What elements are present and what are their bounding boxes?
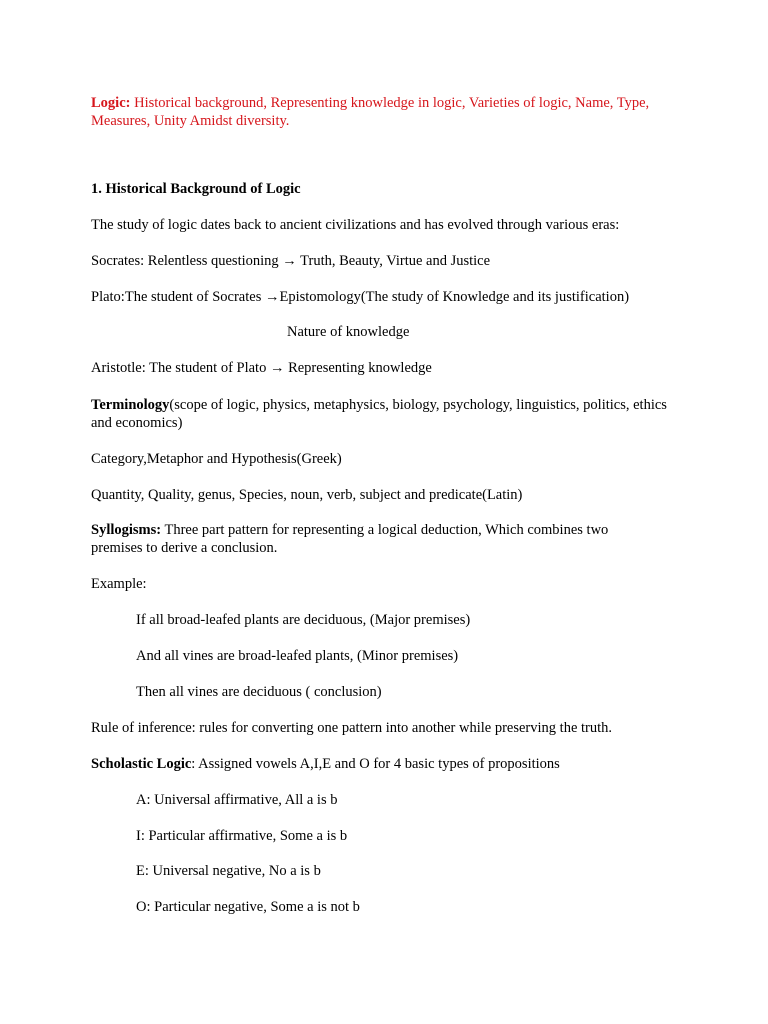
scholastic-label: Scholastic Logic [91, 756, 192, 772]
title-label: Logic: [91, 95, 131, 111]
intro-paragraph: The study of logic dates back to ancient civilizations and has evolved through various eras: [91, 217, 620, 233]
section-heading [91, 180, 301, 198]
socrates-line [91, 252, 490, 270]
syllogisms-paragraph [91, 521, 651, 557]
socrates-rest: Truth, Beauty, Virtue and Justice [296, 253, 491, 269]
section-heading-text: 1. Historical Background of Logic [91, 181, 301, 197]
socrates-lead: Socrates: Relentless questioning [91, 253, 283, 269]
quantity-line: Quantity, Quality, genus, Species, noun, verb, subject and predicate(Latin) [91, 487, 523, 503]
title-text: Historical background, Representing knowledge in logic, Varieties of logic, Name, Type, Measures, Unity Amidst diversity. [91, 95, 650, 129]
plato-rest: Epistomology(The study of Knowledge and its justification) [279, 289, 630, 305]
example-minor-premise: And all vines are broad-leafed plants, (Minor premises) [136, 648, 459, 664]
scholastic-logic-line [91, 755, 560, 773]
terminology-text: (scope of logic, physics, metaphysics, biology, psychology, linguistics, politics, ethics and economics) [91, 397, 667, 431]
arrow-icon: → [269, 360, 285, 376]
rule-of-inference-line: Rule of inference: rules for converting one pattern into another while preserving the truth. [91, 720, 613, 736]
syllogisms-label: Syllogisms: [91, 522, 162, 538]
category-line: Category,Metaphor and Hypothesis(Greek) [91, 451, 342, 467]
plato-lead: Plato:The student of Socrates [91, 289, 265, 305]
proposition-a: A: Universal affirmative, All a is b [136, 792, 338, 808]
scholastic-text: : Assigned vowels A,I,E and O for 4 basic types of propositions [191, 756, 560, 772]
proposition-o: O: Particular negative, Some a is not b [136, 899, 360, 915]
example-major-premise: If all broad-leafed plants are deciduous, (Major premises) [136, 612, 471, 628]
proposition-i: I: Particular affirmative, Some a is b [136, 828, 348, 844]
aristotle-line [91, 359, 432, 377]
syllogisms-text: Three part pattern for representing a logical deduction, Which combines two premises to derive a conclusion. [91, 522, 609, 556]
example-conclusion: Then all vines are deciduous ( conclusion) [136, 684, 382, 700]
aristotle-lead: Aristotle: The student of Plato [91, 360, 270, 376]
nature-of-knowledge-line: Nature of knowledge [287, 324, 410, 340]
proposition-e: E: Universal negative, No a is b [136, 863, 321, 879]
arrow-icon: → [264, 289, 280, 305]
terminology-label: Terminology [91, 397, 170, 413]
plato-line [91, 288, 629, 306]
arrow-icon: → [282, 253, 297, 269]
example-label: Example: [91, 576, 147, 592]
title-paragraph [91, 94, 691, 130]
terminology-paragraph [91, 396, 691, 432]
aristotle-rest: Representing knowledge [284, 360, 432, 376]
